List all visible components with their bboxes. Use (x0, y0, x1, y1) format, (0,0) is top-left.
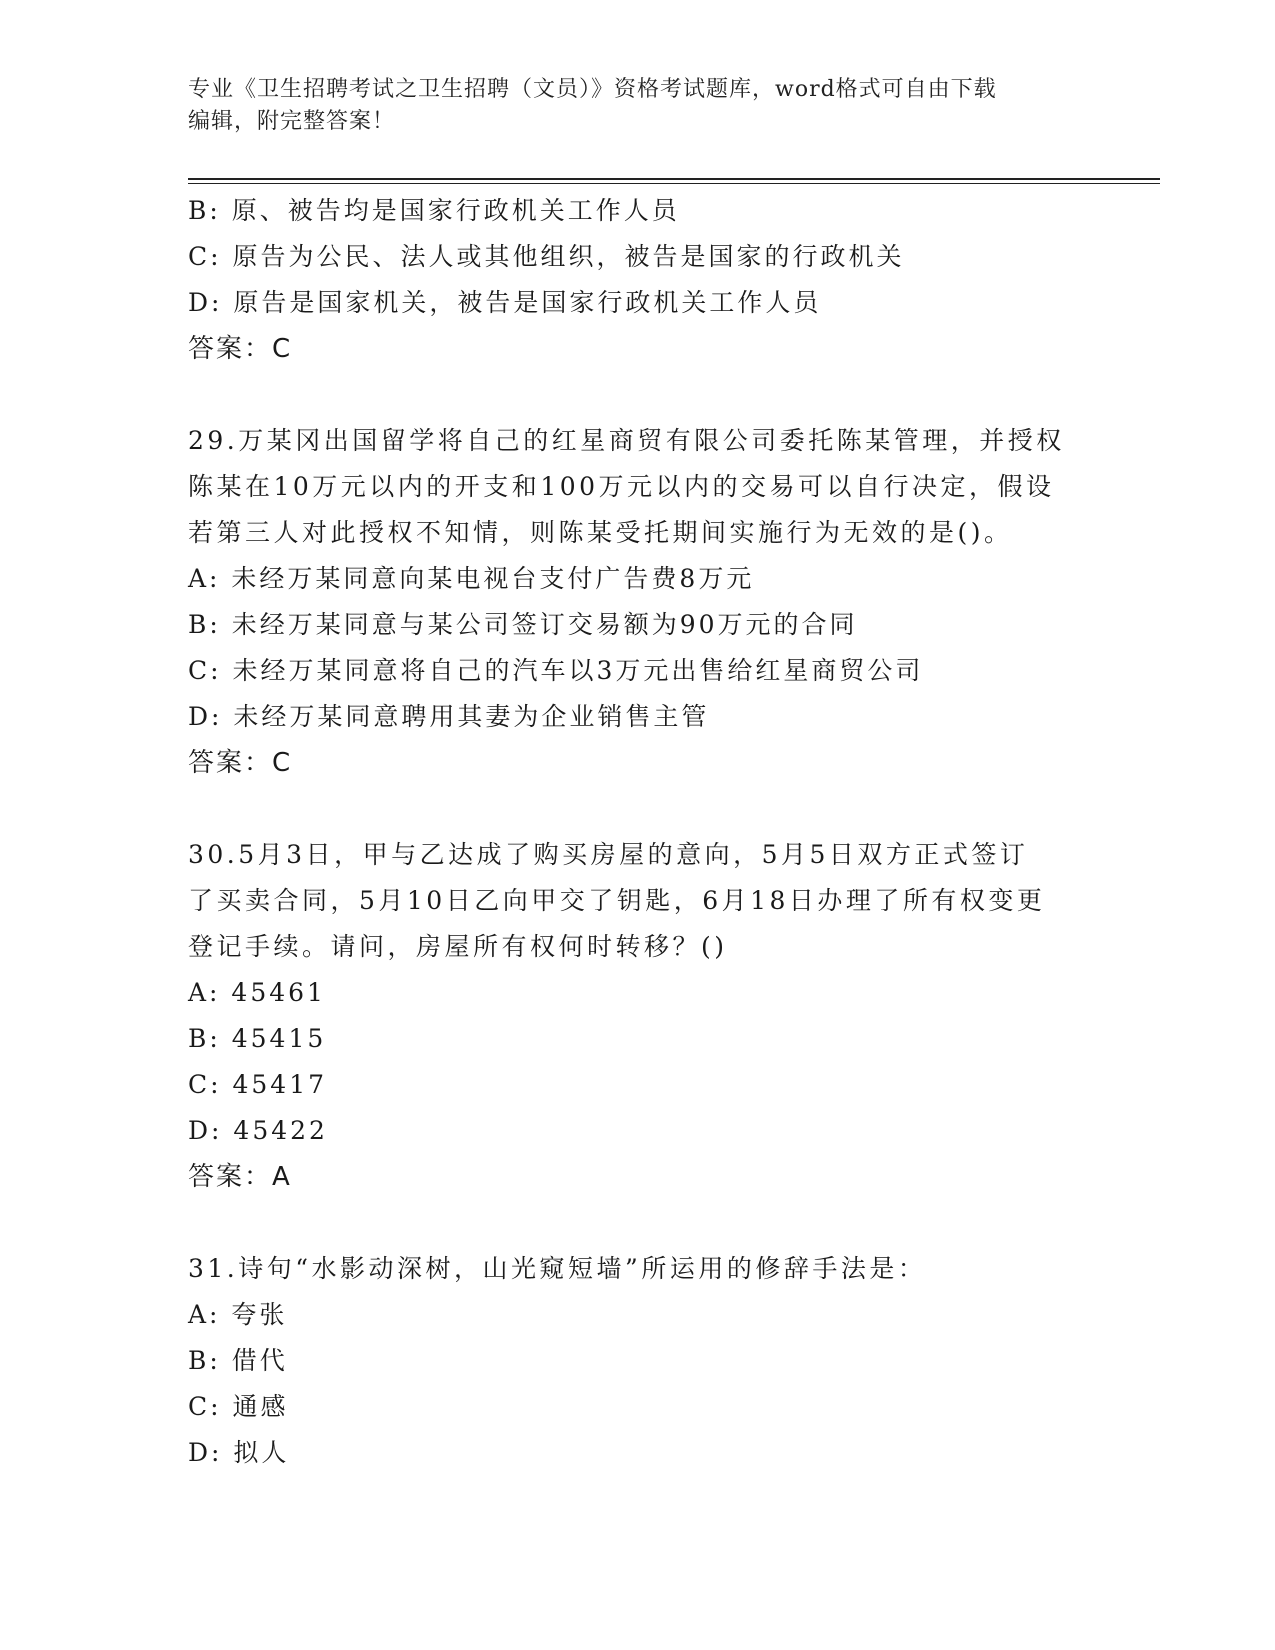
header-rule-thin (188, 183, 1160, 184)
option-a: A: 45461 (188, 978, 326, 1007)
stem-line: 陈某在10万元以内的开支和100万元以内的交易可以自行决定，假设 (188, 472, 1055, 501)
option-a: A: 未经万某同意向某电视台支付广告费8万元 (188, 564, 755, 593)
option-d: D: 拟人 (188, 1438, 290, 1467)
question-29 (188, 418, 1088, 786)
option-d: D: 未经万某同意聘用其妻为企业销售主管 (188, 702, 710, 731)
answer-line: 答案：A (188, 1162, 292, 1192)
stem-line: 31.诗句“水影动深树，山光窥短墙”所运用的修辞手法是： (188, 1254, 927, 1283)
option-c: C: 45417 (188, 1070, 328, 1099)
option-d: D: 原告是国家机关，被告是国家行政机关工作人员 (188, 288, 822, 317)
spacer (188, 372, 1088, 418)
question-list (188, 188, 1088, 1476)
spacer (188, 1200, 1088, 1246)
header-rule-thick (188, 178, 1160, 180)
option-b: B: 原、被告均是国家行政机关工作人员 (188, 196, 680, 225)
question-31 (188, 1246, 1088, 1476)
option-a: A: 夸张 (188, 1300, 288, 1329)
spacer (188, 786, 1088, 832)
header-title-line-2: 编辑，附完整答案！ (188, 109, 396, 134)
option-b: B: 未经万某同意与某公司签订交易额为90万元的合同 (188, 610, 858, 639)
stem-line: 30.5月3日，甲与乙达成了购买房屋的意向，5月5日双方正式签订 (188, 840, 1029, 869)
answer-line: 答案：C (188, 748, 293, 778)
option-d: D: 45422 (188, 1116, 328, 1145)
question-stem (188, 832, 1088, 970)
question-28 (188, 188, 1088, 372)
stem-line: 了买卖合同，5月10日乙向甲交了钥匙，6月18日办理了所有权变更 (188, 886, 1046, 915)
question-stem (188, 418, 1088, 556)
question-30 (188, 832, 1088, 1200)
stem-line: 29.万某冈出国留学将自己的红星商贸有限公司委托陈某管理，并授权 (188, 426, 1065, 455)
answer-line: 答案：C (188, 334, 293, 364)
header-title-line-1: 专业《卫生招聘考试之卫生招聘（文员）》资格考试题库，word格式可自由下载 (188, 77, 997, 102)
stem-line: 登记手续。请问，房屋所有权何时转移？() (188, 932, 728, 961)
document-header (188, 74, 1068, 138)
option-b: B: 借代 (188, 1346, 288, 1375)
option-c: C: 未经万某同意将自己的汽车以3万元出售给红星商贸公司 (188, 656, 924, 685)
stem-line: 若第三人对此授权不知情，则陈某受托期间实施行为无效的是()。 (188, 518, 1013, 547)
option-b: B: 45415 (188, 1024, 327, 1053)
option-c: C: 原告为公民、法人或其他组织，被告是国家的行政机关 (188, 242, 905, 271)
question-stem (188, 1246, 1088, 1292)
option-c: C: 通感 (188, 1392, 289, 1421)
